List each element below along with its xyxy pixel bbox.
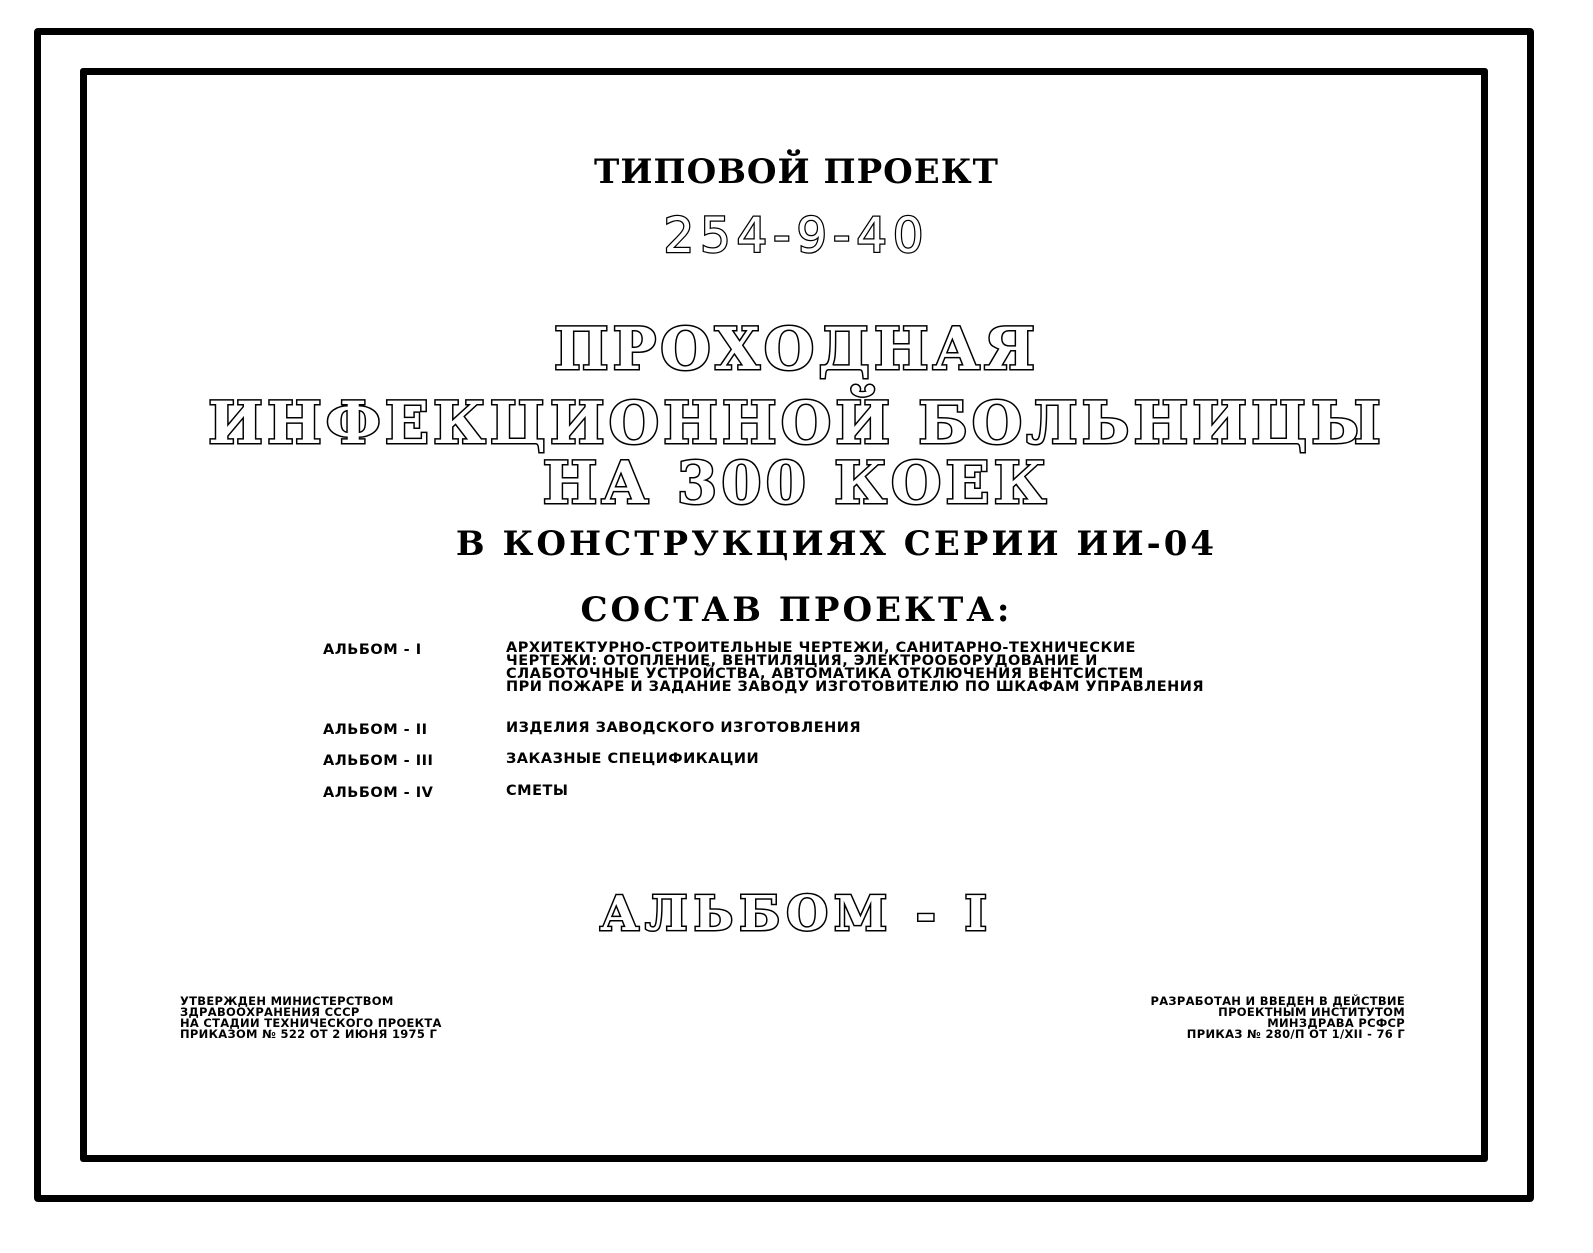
album-description-line: ИЗДЕЛИЯ ЗАВОДСКОГО ИЗГОТОВЛЕНИЯ (506, 720, 862, 736)
album-description-line: ЗАКАЗНЫЕ СПЕЦИФИКАЦИИ (506, 751, 760, 767)
title-line-1: ПРОХОДНАЯ (553, 315, 1040, 383)
approval-note-line: НА СТАДИИ ТЕХНИЧЕСКОГО ПРОЕКТА (180, 1016, 442, 1030)
developer-note-line: МИНЗДРАВА РСФСР (1267, 1016, 1405, 1030)
album-description-line: ЧЕРТЕЖИ: ОТОПЛЕНИЕ, ВЕНТИЛЯЦИЯ, ЭЛЕКТРООБОРУДОВАНИЕ И (506, 653, 1098, 669)
construction-series: В КОНСТРУКЦИЯХ СЕРИИ ИИ-04 (455, 524, 1218, 564)
developer-note (1100, 996, 1405, 1040)
album-description (506, 722, 1266, 735)
album-description (506, 753, 1266, 766)
album-label: АЛЬБОМ - I (323, 642, 422, 658)
album-description-line: СЛАБОТОЧНЫЕ УСТРОЙСТВА, АВТОМАТИКА ОТКЛЮЧЕНИЯ ВЕНТСИСТЕМ (506, 666, 1144, 682)
album-description-line: ПРИ ПОЖАРЕ И ЗАДАНИЕ ЗАВОДУ ИЗГОТОВИТЕЛЮ ПО ШКАФАМ УПРАВЛЕНИЯ (506, 679, 1205, 695)
developer-note-line: ПРОЕКТНЫМ ИНСТИТУТОМ (1218, 1005, 1405, 1019)
album-description-line: СМЕТЫ (506, 783, 569, 799)
project-type-label: ТИПОВОЙ ПРОЕКТ (594, 152, 999, 192)
approval-note-line: ЗДРАВООХРАНЕНИЯ СССР (180, 1005, 360, 1019)
current-album-title: АЛЬБОМ - I (600, 886, 993, 942)
album-description (506, 785, 1266, 798)
approval-note (180, 996, 442, 1040)
project-number: 254-9-40 (663, 208, 930, 264)
approval-note-line: ПРИКАЗОМ № 522 ОТ 2 ИЮНЯ 1975 Г (180, 1027, 438, 1041)
title-line-2: ИНФЕКЦИОННОЙ БОЛЬНИЦЫ (208, 389, 1385, 457)
developer-note-line: ПРИКАЗ № 280/П ОТ 1/XII - 76 Г (1186, 1027, 1405, 1041)
album-label: АЛЬБОМ - II (323, 722, 428, 738)
title-line-3: НА 300 КОЕК (542, 449, 1051, 517)
album-label: АЛЬБОМ - IV (323, 785, 434, 801)
album-label: АЛЬБОМ - III (323, 753, 434, 769)
developer-note-line: РАЗРАБОТАН И ВВЕДЕН В ДЕЙСТВИЕ (1150, 994, 1405, 1008)
approval-note-line: УТВЕРЖДЕН МИНИСТЕРСТВОМ (180, 994, 394, 1008)
album-description (506, 642, 1266, 694)
album-description-line: АРХИТЕКТУРНО-СТРОИТЕЛЬНЫЕ ЧЕРТЕЖИ, САНИТАРНО-ТЕХНИЧЕСКИЕ (506, 640, 1136, 656)
composition-heading: СОСТАВ ПРОЕКТА: (580, 590, 1013, 630)
